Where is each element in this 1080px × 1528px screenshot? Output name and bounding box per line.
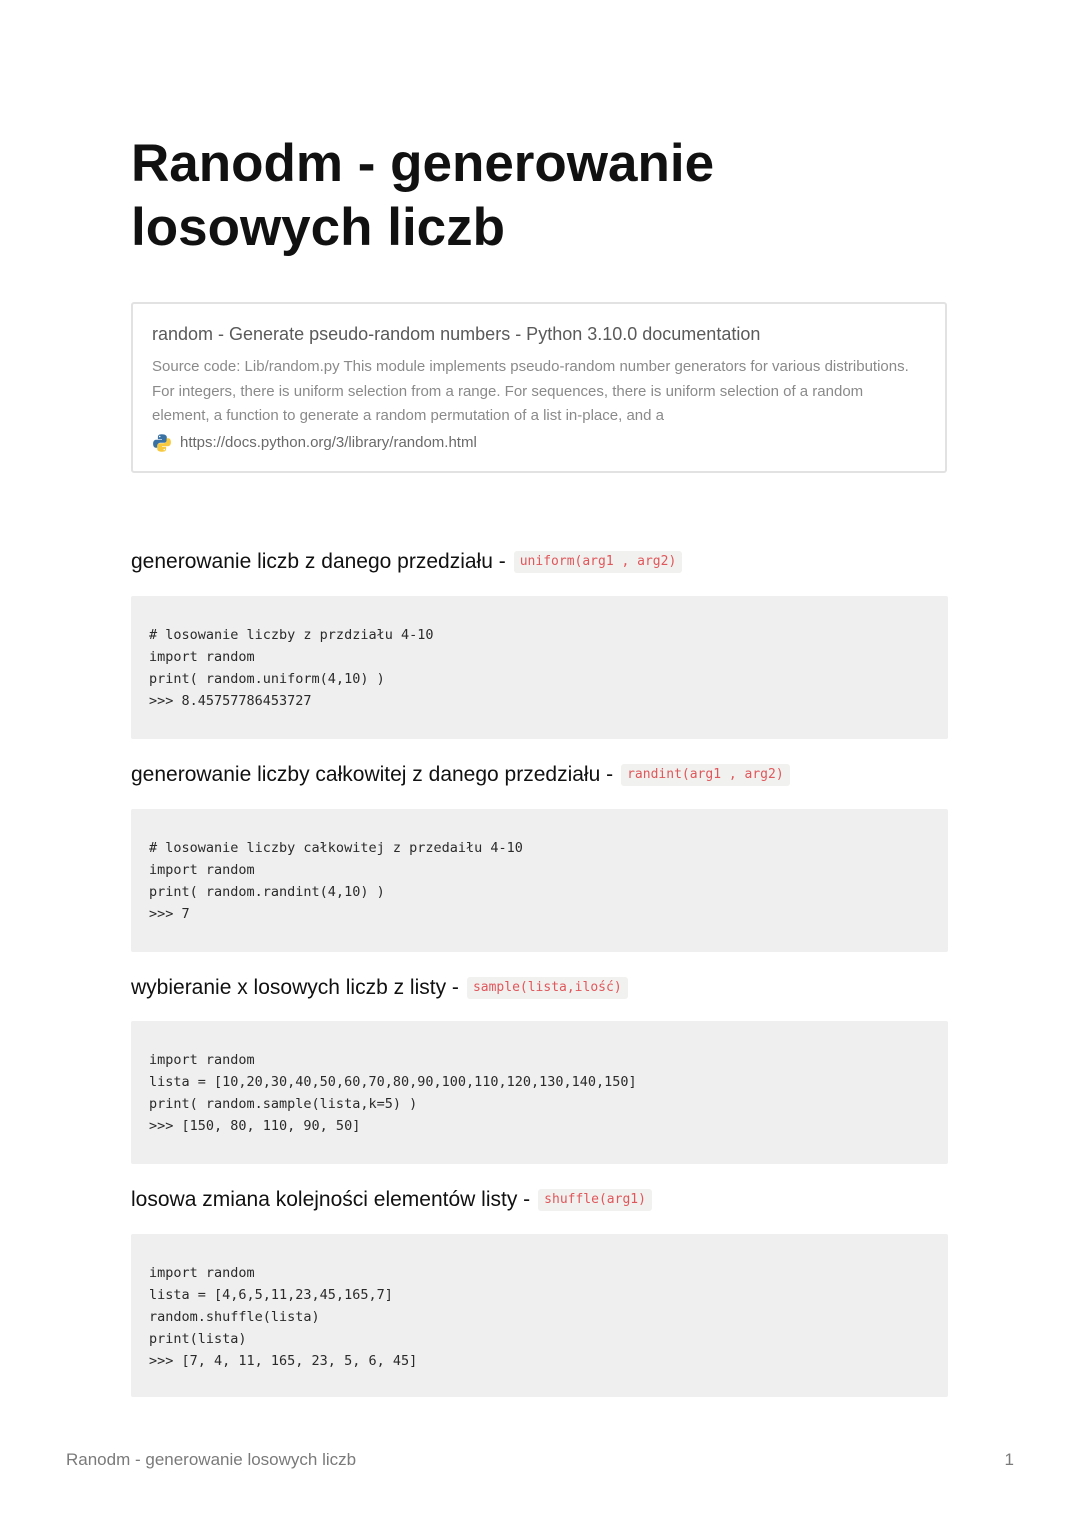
python-icon xyxy=(152,433,172,453)
section-heading-randint xyxy=(131,761,790,789)
bookmark-url-row[interactable] xyxy=(152,433,926,453)
section-heading-sample xyxy=(131,974,628,1002)
code-line: print(lista) xyxy=(149,1331,247,1347)
code-line: print( random.uniform(4,10) ) xyxy=(149,671,385,687)
code-line: import random xyxy=(149,649,255,665)
bookmark-title: random - Generate pseudo-random numbers - Python 3.10.0 documentation xyxy=(152,324,761,344)
code-line: import random xyxy=(149,862,255,878)
code-line: import random xyxy=(149,1265,255,1281)
code-line: print( random.sample(lista,k=5) ) xyxy=(149,1096,418,1112)
page-title: Ranodm - generowanie losowych liczb xyxy=(131,134,715,257)
code-line: >>> 7 xyxy=(149,906,190,922)
inline-code-sample: sample(lista,ilość) xyxy=(467,977,628,999)
section-heading-text: generowanie liczb z danego przedziału - xyxy=(131,550,506,573)
bookmark-url[interactable]: https://docs.python.org/3/library/random.html xyxy=(180,433,477,451)
code-line: print( random.randint(4,10) ) xyxy=(149,884,385,900)
code-line: >>> [7, 4, 11, 165, 23, 5, 6, 45] xyxy=(149,1353,418,1369)
section-heading-uniform xyxy=(131,548,682,576)
code-line: # losowanie liczby całkowitej z przedaiłu 4-10 xyxy=(149,840,523,856)
code-block-shuffle[interactable] xyxy=(131,1234,948,1397)
section-heading-text: wybieranie x losowych liczb z listy - xyxy=(131,976,459,999)
code-line: import random xyxy=(149,1052,255,1068)
inline-code-randint: randint(arg1 , arg2) xyxy=(621,764,790,786)
code-block-uniform[interactable] xyxy=(131,596,948,739)
code-block-sample[interactable] xyxy=(131,1021,948,1164)
inline-code-uniform: uniform(arg1 , arg2) xyxy=(514,551,683,573)
section-heading-text: losowa zmiana kolejności elementów listy - xyxy=(131,1188,531,1211)
code-block-randint[interactable] xyxy=(131,809,948,952)
section-heading-shuffle xyxy=(131,1186,652,1214)
code-line: # losowanie liczby z przdziału 4-10 xyxy=(149,627,434,643)
page-number: 1 xyxy=(1004,1450,1014,1469)
web-bookmark-card[interactable] xyxy=(131,302,947,473)
code-line: lista = [4,6,5,11,23,45,165,7] xyxy=(149,1287,393,1303)
code-line: lista = [10,20,30,40,50,60,70,80,90,100,110,120,130,140,150] xyxy=(149,1074,637,1090)
footer-title: Ranodm - generowanie losowych liczb xyxy=(66,1450,357,1469)
bookmark-description: Source code: Lib/random.py This module implements pseudo-random number generators for various distributions. For integers, there is uniform selection from a range. For sequences, there is uniform selection of a random element, a function to generate a random permutation of a list in-place, and a xyxy=(152,358,909,424)
code-line: >>> 8.45757786453727 xyxy=(149,693,312,709)
code-line: >>> [150, 80, 110, 90, 50] xyxy=(149,1118,361,1134)
code-line: random.shuffle(lista) xyxy=(149,1309,320,1325)
inline-code-shuffle: shuffle(arg1) xyxy=(538,1189,652,1211)
section-heading-text: generowanie liczby całkowitej z danego przedziału - xyxy=(131,763,614,786)
